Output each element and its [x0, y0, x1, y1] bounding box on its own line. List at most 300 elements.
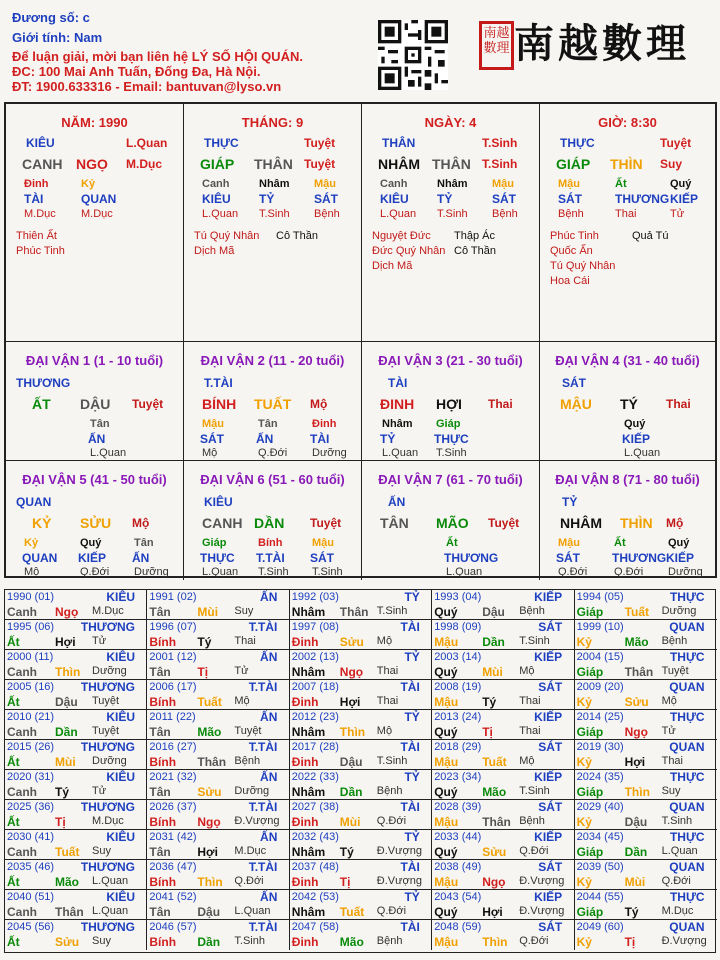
- hidden-state: Q.Đới: [614, 566, 644, 578]
- year-branch: Thân: [55, 905, 84, 919]
- qr-code-icon: [378, 20, 448, 90]
- year-state: Dưỡng: [661, 605, 697, 617]
- year-ten-god: SÁT: [538, 860, 563, 874]
- year-ten-god: THỰC: [669, 770, 705, 784]
- year-ten-god: TỶ: [404, 590, 420, 604]
- year-ten-god: T.TÀI: [248, 920, 278, 934]
- year-stem: Canh: [7, 785, 37, 799]
- year-state: Suy: [234, 605, 254, 617]
- year-cell: [432, 680, 574, 710]
- hidden-state: Bệnh: [314, 208, 340, 220]
- auspicious-star: Hoa Cái: [550, 275, 590, 287]
- dai-van-title: ĐẠI VẬN 3 (21 - 30 tuổi): [378, 353, 523, 368]
- year-ten-god: T.TÀI: [248, 860, 278, 874]
- hidden-ten-god: KIÊU: [380, 192, 409, 206]
- hidden-state: Q.Đới: [558, 566, 588, 578]
- year-state: L.Quan: [234, 905, 271, 917]
- pillar-title: NĂM: 1990: [61, 115, 128, 130]
- dai-van-1: [6, 342, 184, 461]
- year-branch: Thân: [624, 665, 654, 679]
- year-stem: Nhâm: [291, 845, 326, 859]
- year-label: 2021 (32): [149, 771, 197, 783]
- branch-state: Mộ: [310, 397, 328, 411]
- year-state: Thai: [661, 755, 683, 767]
- year-branch: Hợi: [624, 755, 646, 769]
- year-label: 2032 (43): [291, 831, 339, 843]
- year-label: 2038 (49): [434, 861, 482, 873]
- year-stem: Tân: [149, 605, 171, 619]
- year-branch: Sửu: [482, 845, 507, 859]
- hidden-ten-god: THƯƠNG: [444, 551, 499, 565]
- year-stem: Kỷ: [576, 755, 592, 769]
- dai-van-title: ĐẠI VẬN 7 (61 - 70 tuổi): [378, 472, 523, 487]
- year-ten-god: THỰC: [669, 710, 705, 724]
- hidden-stem: Mậu: [492, 178, 514, 190]
- year-branch: Tý: [482, 695, 497, 709]
- year-stem: Bính: [149, 935, 177, 949]
- pillar-3: [362, 104, 540, 342]
- ten-god-label: THỰC: [560, 136, 595, 150]
- hidden-ten-god: TỶ: [380, 432, 396, 446]
- hidden-ten-god: ẤN: [256, 432, 274, 446]
- year-ten-god: TÀI: [400, 740, 420, 754]
- year-cell: [147, 920, 289, 950]
- hidden-ten-god: SÁT: [558, 192, 582, 206]
- year-ten-god: TỶ: [404, 770, 420, 784]
- hidden-state: T.Sinh: [258, 566, 289, 578]
- year-state: T.Sinh: [519, 635, 550, 647]
- earthly-branch: THÂN: [432, 156, 471, 172]
- year-state: T.Sinh: [376, 605, 408, 617]
- hidden-ten-god: TỶ: [437, 192, 453, 206]
- year-label: 1994 (05): [576, 591, 624, 603]
- dai-van-7: [362, 461, 540, 580]
- year-stem: Giáp: [576, 785, 604, 799]
- year-branch: Dần: [55, 725, 78, 739]
- year-label: 2004 (15): [576, 651, 624, 663]
- pillar-title: THÁNG: 9: [241, 115, 304, 130]
- hidden-state: Mộ: [202, 447, 218, 459]
- year-cell: [5, 800, 147, 830]
- dai-van-4: [540, 342, 715, 461]
- year-stem: Nhâm: [291, 905, 326, 919]
- year-branch: Ngọ: [339, 665, 364, 679]
- year-stem: Mậu: [434, 635, 459, 649]
- hidden-state: Bệnh: [492, 208, 518, 220]
- year-state: L.Quan: [92, 875, 129, 887]
- year-label: 1998 (09): [434, 621, 482, 633]
- year-ten-god: THƯƠNG: [80, 680, 135, 694]
- year-ten-god: ẤN: [260, 710, 278, 724]
- year-stem: Ất: [7, 935, 20, 949]
- hidden-state: T.Sinh: [312, 566, 343, 578]
- dai-van-8: [540, 461, 715, 580]
- year-ten-god: THỰC: [669, 650, 705, 664]
- year-label: 2047 (58): [291, 921, 339, 933]
- year-branch: Mão: [482, 785, 507, 799]
- year-cell: [575, 620, 717, 650]
- pillar-2: [184, 104, 362, 342]
- year-branch: Hợi: [197, 845, 218, 859]
- ten-god-label: THƯƠNG: [16, 376, 71, 390]
- hidden-ten-god: QUAN: [81, 192, 117, 206]
- year-stem: Canh: [7, 605, 37, 619]
- hidden-state: Mộ: [24, 566, 40, 578]
- hidden-state: L.Quan: [624, 447, 661, 459]
- year-branch: Sửu: [55, 935, 80, 949]
- year-ten-god: THỰC: [669, 590, 705, 604]
- hidden-ten-god: KIẾP: [670, 192, 699, 206]
- year-stem: Mậu: [434, 935, 459, 949]
- year-label: 2049 (60): [576, 921, 624, 933]
- year-branch: Dần: [482, 635, 505, 649]
- year-stem: Quý: [434, 605, 458, 619]
- year-ten-god: THỰC: [669, 890, 705, 904]
- year-state: Q.Đới: [376, 815, 407, 827]
- year-state: Dưỡng: [92, 665, 127, 677]
- year-state: Bệnh: [661, 635, 688, 647]
- hidden-state: M.Dục: [81, 208, 113, 220]
- heavenly-stem: GIÁP: [200, 156, 235, 172]
- year-ten-god: TỶ: [404, 890, 420, 904]
- year-stem: Quý: [434, 845, 458, 859]
- year-label: 2025 (36): [7, 801, 55, 813]
- year-branch: Tý: [197, 635, 212, 649]
- hidden-state: T.Sinh: [437, 208, 468, 220]
- year-ten-god: KIẾP: [534, 890, 563, 904]
- year-state: Mộ: [234, 695, 250, 707]
- hidden-stem: Mậu: [312, 537, 334, 549]
- year-cell: [5, 680, 147, 710]
- year-cell: [575, 860, 717, 890]
- hidden-stem: Tân: [258, 418, 278, 430]
- year-state: Q.Đới: [519, 935, 549, 947]
- year-stem: Đinh: [291, 815, 319, 829]
- year-cell: [147, 710, 289, 740]
- year-cell: [5, 860, 147, 890]
- year-label: 2016 (27): [149, 741, 197, 753]
- earthly-branch: DẦN: [254, 515, 285, 531]
- year-label: 2010 (21): [7, 711, 55, 723]
- year-branch: Mùi: [55, 755, 76, 769]
- owner-name: Đương số: c: [12, 10, 90, 25]
- year-label: 2027 (38): [291, 801, 339, 813]
- year-label: 2043 (54): [434, 891, 482, 903]
- year-label: 2045 (56): [7, 921, 55, 933]
- year-branch: Sửu: [197, 785, 222, 799]
- hidden-stem: Mậu: [558, 178, 580, 190]
- hidden-ten-god: T.TÀI: [256, 551, 285, 565]
- year-state: T.Sinh: [519, 785, 550, 797]
- hidden-state: Dưỡng: [668, 566, 703, 578]
- year-stem: Giáp: [576, 845, 604, 859]
- branch-state: Mộ: [666, 516, 684, 530]
- hidden-stem: Mậu: [558, 537, 580, 549]
- year-label: 1993 (04): [434, 591, 482, 603]
- year-stem: Quý: [434, 905, 458, 919]
- year-ten-god: THƯƠNG: [80, 800, 135, 814]
- dai-van-title: ĐẠI VẬN 5 (41 - 50 tuổi): [22, 472, 167, 487]
- pillar-4: [540, 104, 715, 342]
- hidden-ten-god: TỶ: [259, 192, 275, 206]
- year-state: Q.Đới: [661, 875, 691, 887]
- year-branch: Dậu: [482, 605, 505, 619]
- hidden-ten-god: ẤN: [88, 432, 106, 446]
- year-branch: Mùi: [339, 815, 361, 829]
- year-cell: [432, 590, 574, 620]
- year-state: Thai: [234, 635, 256, 647]
- year-branch: Tuất: [55, 845, 80, 859]
- year-cell: [290, 920, 432, 950]
- year-stem: Giáp: [576, 605, 604, 619]
- year-stem: Đinh: [291, 935, 319, 949]
- hidden-ten-god: SÁT: [492, 192, 516, 206]
- hidden-stem: Canh: [380, 178, 408, 190]
- year-cell: [5, 740, 147, 770]
- auspicious-star: Quốc Ấn: [550, 245, 593, 257]
- hidden-ten-god: KIÊU: [202, 192, 231, 206]
- year-cell: [147, 590, 289, 620]
- year-cell: [5, 830, 147, 860]
- year-cell: [5, 770, 147, 800]
- year-state: Suy: [661, 785, 681, 797]
- year-branch: Mùi: [197, 605, 219, 619]
- year-ten-god: KIÊU: [106, 650, 135, 664]
- dai-van-6: [184, 461, 362, 580]
- year-ten-god: TÀI: [400, 800, 420, 814]
- year-branch: Mùi: [482, 665, 503, 679]
- year-cell: [575, 800, 717, 830]
- year-branch: Mùi: [624, 875, 646, 889]
- year-cell: [575, 770, 717, 800]
- year-stem: Đinh: [291, 695, 319, 709]
- year-state: T.Sinh: [661, 815, 693, 827]
- heavenly-stem: NHÂM: [560, 515, 602, 531]
- year-stem: Bính: [149, 815, 177, 829]
- pillar-title: GIỜ: 8:30: [598, 115, 657, 130]
- hidden-state: Tử: [670, 208, 685, 220]
- year-state: Mộ: [661, 695, 677, 707]
- year-stem: Tân: [149, 725, 171, 739]
- year-state: Q.Đới: [234, 875, 264, 887]
- year-label: 2002 (13): [291, 651, 339, 663]
- year-branch: Thìn: [55, 665, 81, 679]
- year-stem: Mậu: [434, 875, 459, 889]
- year-stem: Đinh: [291, 755, 319, 769]
- hidden-stem: Mậu: [314, 178, 336, 190]
- year-stem: Nhâm: [291, 605, 326, 619]
- year-label: 2039 (50): [576, 861, 624, 873]
- year-label: 2005 (16): [7, 681, 55, 693]
- dai-van-3: [362, 342, 540, 461]
- year-cell: [147, 680, 289, 710]
- year-stem: Nhâm: [291, 725, 326, 739]
- year-branch: Tị: [482, 725, 493, 739]
- ten-god-label: KIÊU: [204, 495, 233, 509]
- year-state: Thai: [376, 665, 399, 677]
- brand-logo: 南越數理: [514, 20, 690, 67]
- year-stem: Canh: [7, 725, 37, 739]
- star-state: Tuyệt: [304, 136, 336, 150]
- year-label: 1992 (03): [291, 591, 339, 603]
- year-branch: Thìn: [339, 725, 366, 739]
- year-cell: [575, 650, 717, 680]
- year-label: 2009 (20): [576, 681, 624, 693]
- year-ten-god: KIÊU: [106, 710, 135, 724]
- year-label: 2019 (30): [576, 741, 624, 753]
- hidden-stem: Nhâm: [259, 178, 290, 190]
- year-ten-god: KIÊU: [106, 770, 135, 784]
- year-branch: Hợi: [482, 905, 503, 919]
- year-branch: Mão: [197, 725, 222, 739]
- year-stem: Tân: [149, 905, 171, 919]
- year-ten-god: QUAN: [669, 740, 705, 754]
- year-cell: [575, 890, 717, 920]
- year-label: 1997 (08): [291, 621, 339, 633]
- branch-state: Tuyệt: [310, 516, 342, 530]
- year-stem: Tân: [149, 785, 171, 799]
- year-branch: Dần: [197, 935, 221, 949]
- hidden-state: M.Dục: [24, 208, 56, 220]
- hidden-stem: Nhâm: [437, 178, 468, 190]
- year-cell: [432, 920, 574, 950]
- auspicious-star: Dịch Mã: [372, 260, 413, 272]
- star-state: Tuyệt: [660, 136, 692, 150]
- year-ten-god: QUAN: [669, 800, 705, 814]
- hidden-ten-god: SÁT: [200, 432, 224, 446]
- year-stem: Đinh: [291, 635, 319, 649]
- year-state: T.Sinh: [376, 755, 408, 767]
- year-label: 2028 (39): [434, 801, 482, 813]
- year-stem: Giáp: [576, 665, 604, 679]
- year-state: Bệnh: [519, 605, 545, 617]
- year-ten-god: SÁT: [538, 800, 563, 814]
- branch-state: Tuyệt: [132, 397, 164, 411]
- auspicious-star: Tú Quý Nhân: [550, 260, 616, 272]
- year-ten-god: TÀI: [400, 860, 420, 874]
- year-stem: Quý: [434, 785, 458, 799]
- year-state: Mộ: [519, 755, 535, 767]
- hidden-stem: Đinh: [24, 178, 49, 190]
- year-branch: Tị: [624, 935, 636, 949]
- year-ten-god: KIẾP: [534, 590, 563, 604]
- year-branch: Dậu: [55, 695, 78, 709]
- year-ten-god: THƯƠNG: [80, 620, 135, 634]
- year-branch: Dần: [339, 785, 363, 799]
- auspicious-star: Tú Quý Nhân: [194, 230, 260, 242]
- year-cell: [290, 710, 432, 740]
- header: [0, 0, 720, 100]
- year-label: 2037 (48): [291, 861, 339, 873]
- hidden-state: L.Quan: [446, 566, 483, 578]
- star-state: T.Sinh: [482, 136, 518, 150]
- branch-state: M.Dục: [126, 157, 162, 171]
- year-cell: [290, 860, 432, 890]
- hidden-stem: Tân: [90, 418, 110, 430]
- year-stem: Kỷ: [576, 635, 592, 649]
- year-stem: Mậu: [434, 815, 459, 829]
- earthly-branch: THÌN: [620, 515, 653, 531]
- year-stem: Kỷ: [576, 875, 592, 889]
- branch-state: Mộ: [132, 516, 150, 530]
- dai-van-title: ĐẠI VẬN 1 (1 - 10 tuổi): [25, 353, 164, 368]
- earthly-branch: NGỌ: [76, 156, 108, 172]
- year-branch: Sửu: [339, 635, 364, 649]
- year-ten-god: ẤN: [260, 650, 278, 664]
- year-cell: [290, 800, 432, 830]
- hidden-state: L.Quan: [382, 447, 419, 459]
- year-ten-god: T.TÀI: [248, 680, 278, 694]
- year-ten-god: SÁT: [538, 680, 563, 694]
- year-cell: [5, 620, 147, 650]
- year-ten-god: T.TÀI: [248, 800, 278, 814]
- heavenly-stem: KỶ: [32, 515, 52, 531]
- year-stem: Ất: [7, 815, 20, 829]
- inauspicious-star: Cô Thần: [454, 245, 496, 257]
- year-cell: [432, 620, 574, 650]
- year-cell: [432, 860, 574, 890]
- year-state: Đ.Vượng: [519, 875, 565, 887]
- year-stem: Mậu: [434, 755, 459, 769]
- year-cell: [147, 860, 289, 890]
- hidden-stem: Mậu: [202, 418, 224, 430]
- year-cell: [290, 740, 432, 770]
- year-state: M.Dục: [92, 605, 124, 617]
- year-branch: Thân: [197, 755, 227, 769]
- year-label: 2015 (26): [7, 741, 55, 753]
- year-ten-god: TỶ: [404, 830, 420, 844]
- heavenly-stem: CANH: [202, 515, 243, 531]
- year-cell: [147, 800, 289, 830]
- year-state: Bệnh: [234, 755, 261, 767]
- year-branch: Tuất: [624, 605, 650, 619]
- year-state: Đ.Vượng: [661, 935, 707, 947]
- earthly-branch: THÌN: [610, 156, 643, 172]
- year-stem: Canh: [7, 905, 37, 919]
- year-stem: Nhâm: [291, 785, 326, 799]
- year-stem: Canh: [7, 665, 37, 679]
- year-ten-god: ẤN: [260, 830, 278, 844]
- year-state: Bệnh: [376, 785, 403, 797]
- year-label: 1996 (07): [149, 621, 197, 633]
- year-branch: Ngọ: [482, 875, 506, 889]
- year-stem: Kỷ: [576, 815, 592, 829]
- hidden-state: L.Quan: [380, 208, 417, 220]
- year-stem: Kỷ: [576, 935, 592, 949]
- year-state: L.Quan: [661, 845, 698, 857]
- year-stem: Bính: [149, 755, 177, 769]
- year-label: 2035 (46): [7, 861, 55, 873]
- year-stem: Giáp: [576, 905, 604, 919]
- earthly-branch: DẬU: [80, 396, 111, 412]
- year-cell: [432, 650, 574, 680]
- year-stem: Mậu: [434, 695, 459, 709]
- ten-god-label: TÀI: [388, 376, 408, 390]
- year-label: 2001 (12): [149, 651, 197, 663]
- year-ten-god: TỶ: [404, 710, 420, 724]
- hidden-stem: Kỷ: [81, 178, 96, 190]
- year-ten-god: T.TÀI: [248, 740, 278, 754]
- year-cell: [5, 650, 147, 680]
- year-branch: Tuất: [482, 755, 507, 769]
- year-state: Dưỡng: [92, 755, 127, 767]
- hidden-stem: Ất: [446, 537, 458, 549]
- year-ten-god: TÀI: [400, 620, 420, 634]
- year-label: 2007 (18): [291, 681, 339, 693]
- hidden-ten-god: TÀI: [310, 432, 330, 446]
- year-state: M.Dục: [92, 815, 124, 827]
- year-state: L.Quan: [92, 905, 129, 917]
